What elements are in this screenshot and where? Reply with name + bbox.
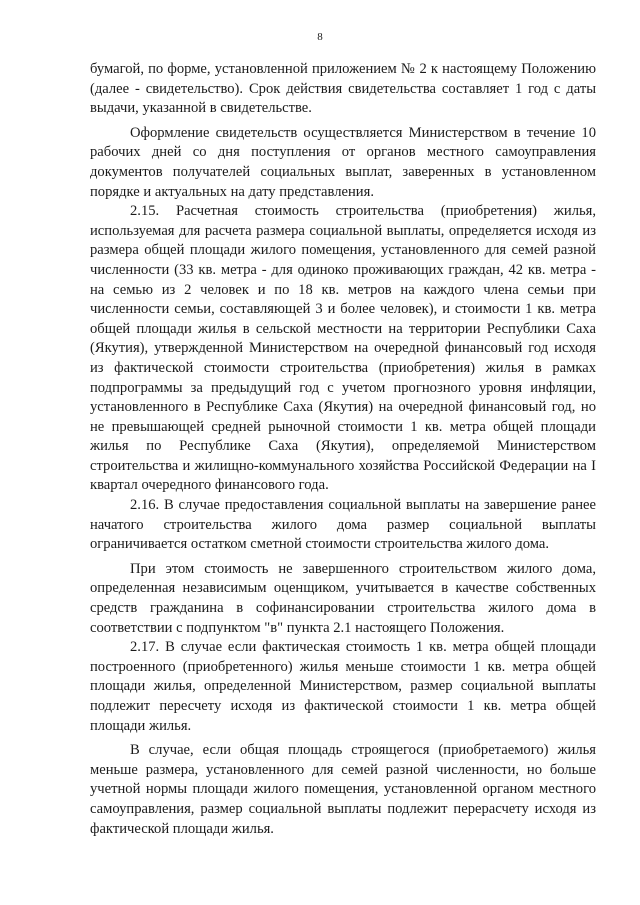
paragraph-2-15-calculated-cost: 2.15. Расчетная стоимость строительства (приобретения) жилья, используемая для расчета размера социальной выплаты, определяется исходя из размера общей площади жилого помещения, установленного для семей разной численности (33 кв. метра - для одиноко проживающих граждан, 42 кв. метра - на семью из 2 человек и по 18 кв. метров на каждого члена семьи при численности семьи, составляющей 3 и более человек), и стоимости 1 кв. метра общей площади жилья в сельской местности на территории Республики Саха (Якутия), утвержденной Министерством на очередной финансовый год исходя из фактической стоимости строительства (приобретения) жилья в рамках подпрограммы за предыдущий год с учетом прогнозного уровня инфляции, установленного в Республике Саха (Якутия) на очередной финансовый год, но не превышающей средней рыночной стоимости 1 кв. метра общей площади жилья по Республике Саха (Якутия), определяемой Министерством строительства и жилищно-коммунального хозяйства Российской Федерации на I квартал очередного финансового года. <box>90 203 596 494</box>
paragraph-certificate-issuance: Оформление свидетельств осуществляется Министерством в течение 10 рабочих дней со дня поступления от органов местного самоуправления документов получателей социальных выплат, заверенных в установленном порядке и актуальных на дату представления. <box>90 124 596 200</box>
paragraph-recalculation-area: В случае, если общая площадь строящегося (приобретаемого) жилья меньше размера, установленного для семей разной численности, но больше учетной нормы площади жилого помещения, установленной органом местного самоуправления, размер социальной выплаты подлежит перерасчету исходя из фактической площади жилья. <box>90 742 596 837</box>
paragraph-unfinished-house-valuation: При этом стоимость не завершенного строительством жилого дома, определенная независимым оценщиком, учитывается в качестве собственных средств гражданина в софинансировании строительства жилого дома в соответствии с подпунктом "в" пункта 2.1 настоящего Положения. <box>90 560 596 636</box>
paragraph-2-17-recalculation-cost: 2.17. В случае если фактическая стоимость 1 кв. метра общей площади построенного (приобретенного) жилья меньше стоимости 1 кв. метра общей площади жилья, определенной Министерством, размер социальной выплаты подлежит пересчету исходя из фактической стоимости 1 кв. метра общей площади жилья. <box>90 639 596 734</box>
page-number: 8 <box>317 31 323 43</box>
document-body <box>90 60 596 839</box>
paragraph-certificate-form: бумагой, по форме, установленной приложением № 2 к настоящему Положению (далее - свидетельство). Срок действия свидетельства составляет 1 год с даты выдачи, указанной в свидетельстве. <box>90 61 596 117</box>
paragraph-2-16-unfinished-construction: 2.16. В случае предоставления социальной выплаты на завершение ранее начатого строительства жилого дома размер социальной выплаты ограничивается остатком сметной стоимости строительства жилого дома. <box>90 497 596 553</box>
